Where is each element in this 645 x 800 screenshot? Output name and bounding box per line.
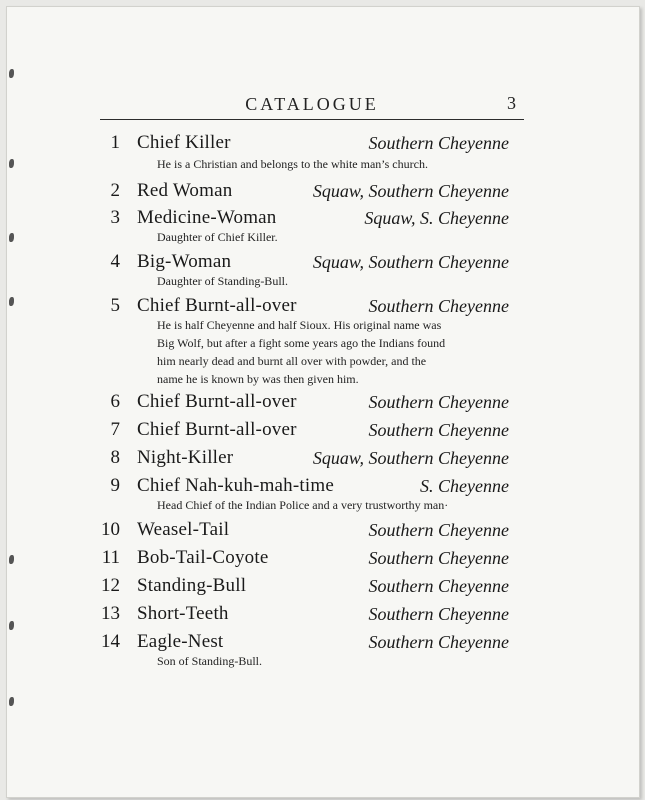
page-edge-mark <box>9 233 14 242</box>
entry-name: Chief Burnt-all-over <box>137 391 297 412</box>
entry-tribe: S. Cheyenne <box>420 476 509 496</box>
page-number: 3 <box>507 93 516 113</box>
page-edge-mark <box>9 297 14 306</box>
entry-number: 5 <box>110 295 120 316</box>
entry-name: Short-Teeth <box>137 603 229 624</box>
entry-tribe: Southern Cheyenne <box>368 632 509 652</box>
entry-name: Red Woman <box>137 180 233 201</box>
entry-tribe: Squaw, S. Cheyenne <box>364 208 509 228</box>
entry-name: Night-Killer <box>137 447 234 468</box>
entry-tribe: Southern Cheyenne <box>368 520 509 540</box>
page-edge-mark <box>9 697 14 706</box>
entry-name: Big-Woman <box>137 251 232 272</box>
page-header <box>100 89 524 120</box>
entry-number: 2 <box>110 180 120 201</box>
entry-number: 1 <box>110 132 120 153</box>
entry-tribe: Southern Cheyenne <box>368 420 509 440</box>
entry-tribe: Squaw, Southern Cheyenne <box>312 448 509 468</box>
note-line: him nearly dead and burnt all over with powder, and the <box>157 354 427 368</box>
entry-number: 14 <box>101 631 120 652</box>
entry-name: Medicine-Woman <box>137 207 277 228</box>
note-line: He is half Cheyenne and half Sioux. His original name was <box>157 318 442 332</box>
page-edge-mark <box>9 159 14 168</box>
entry-name: Bob-Tail-Coyote <box>137 547 269 568</box>
entry-note: He is a Christian and belongs to the white man’s church. <box>157 157 428 171</box>
catalogue-page <box>6 6 640 798</box>
entry-name: Weasel-Tail <box>137 519 230 540</box>
entry-note: Son of Standing-Bull. <box>157 654 263 668</box>
entry-number: 6 <box>110 391 120 412</box>
note-line: name he is known by was then given him. <box>157 372 359 386</box>
page-edge-mark <box>9 621 14 630</box>
entry-name: Chief Burnt-all-over <box>137 419 297 440</box>
entry-number: 12 <box>101 575 120 596</box>
entry-name: Chief Burnt-all-over <box>137 295 297 316</box>
entry-number: 8 <box>110 447 120 468</box>
entry-tribe: Southern Cheyenne <box>368 604 509 624</box>
entry-tribe: Southern Cheyenne <box>368 392 509 412</box>
page-edge-mark <box>9 69 14 78</box>
note-line: Big Wolf, but after a fight some years ago the Indians found <box>157 336 446 350</box>
entry-number: 13 <box>101 603 120 624</box>
entry-name: Chief Nah-kuh-mah-time <box>137 475 334 496</box>
page-edge-mark <box>9 555 14 564</box>
entry-name: Eagle-Nest <box>137 631 224 652</box>
entry-tribe: Southern Cheyenne <box>368 296 509 316</box>
entry-note <box>157 316 512 388</box>
entry-number: 11 <box>101 547 120 568</box>
entry-tribe: Southern Cheyenne <box>368 576 509 596</box>
entry-tribe: Squaw, Southern Cheyenne <box>312 252 509 272</box>
entry-number: 4 <box>110 251 120 272</box>
entry-number: 7 <box>110 419 120 440</box>
entry-note: Head Chief of the Indian Police and a very trustworthy man· <box>157 498 449 512</box>
entry-tribe: Southern Cheyenne <box>368 548 509 568</box>
entry-note: Daughter of Chief Killer. <box>157 230 278 244</box>
entry-tribe: Southern Cheyenne <box>368 133 509 153</box>
entry-number: 3 <box>110 207 120 228</box>
entry-number: 9 <box>110 475 120 496</box>
entry-number: 10 <box>101 519 120 540</box>
entry-name: Standing-Bull <box>137 575 247 596</box>
entry-name: Chief Killer <box>137 132 231 153</box>
entry-tribe: Squaw, Southern Cheyenne <box>312 181 509 201</box>
page-title: CATALOGUE <box>245 94 379 114</box>
entry-note: Daughter of Standing-Bull. <box>157 274 288 288</box>
